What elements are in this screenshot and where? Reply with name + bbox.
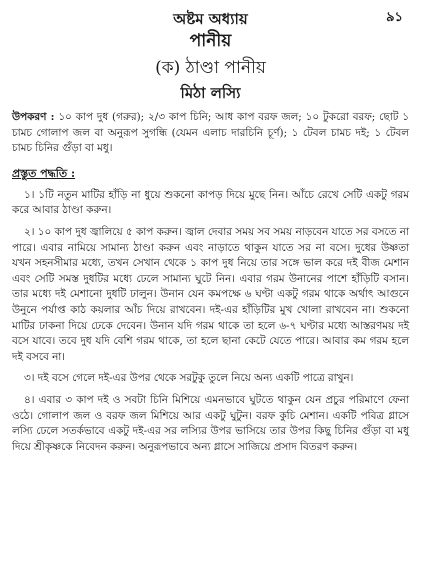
recipe-title: মিঠা লস্যি (180, 84, 241, 102)
method-heading-text: প্রস্তুত পদ্ধতি : (12, 166, 76, 180)
page-number: ৯১ (386, 10, 403, 25)
subsection-title: (ক) ঠাণ্ডা পানীয় (155, 58, 266, 78)
method-step-text: ৪। এবার ৩ কাপ দই ও সবটা চিনি মিশিয়ে এমনভাবে ঘুটতে থাকুন যেন প্রচুর পরিমাণে ফেনা ওঠে। গোলাপ জল ও বরফ জল মিশিয়ে আর একটু ঘুটুন। বরফ কুচি মেশান। একটি পবিত্র গ্লাসে লস্যি ঢেলে সতর্কভাবে একটু দই-এর সর লস্যির উপর ভাসিয়ে তার উপর কিছু চিনির গুঁড়া বা মধু দিয়ে শ্রীকৃষ্ণকে নিবেদন করুন। অনুরূপভাবে অন্য গ্লাসে সাজিয়ে প্রসাদ বিতরণ করুন। (12, 393, 409, 453)
page-header (12, 6, 409, 28)
method-step-text: ৩। দই বসে গেলে দই-এর উপর থেকে সরটুকু তুলে নিয়ে অন্য একটি পাত্রে রাখুন। (24, 372, 354, 385)
method-step (12, 393, 409, 455)
method-step (12, 371, 409, 387)
method-step-text: ২। ১০ কাপ দুধ জ্বালিয়ে ৫ কাপ করুন। জ্বাল দেবার সময় সব সময় নাড়বেন যাতে সর বসতে না পারে। এবার নামিয়ে সামান্য ঠাণ্ডা করুন এবং নাড়াতে থাকুন যাতে সর না বসে। দুধের উষ্ণতা যখন সহনসীমার মধ্যে, তখন সেখান থেকে ১ কাপ দুধ নিয়ে তার সঙ্গে ভাল করে দই বীজ মেশান এবং সেটি সমস্ত দুধটির মধ্যে ঢেলে সামান্য ঘুটে নিন। এবার গরম উনানের পাশে হাঁড়িটি বসান। তার মধ্যে দই মেশানো দুধটি ঢালুন। উনান যেন কমপক্ষে ৬ ঘণ্টা একটু গরম থাকে অর্থাৎ আগুনে উনুনে পর্যাপ্ত কাঠ কয়লার আঁচ দিয়ে রাখবেন। দই-এর হাঁড়িটির মুখ খোলা রাখবেন না। শুকনো মাটির ঢাকনা দিয়ে ঢেকে দেবেন। উনান যদি গরম থাকে তা হলে ৬-৭ ঘণ্টার মধ্যে আস্তরণময় দই বসে যাবে। তবে দুধ যদি বেশি গরম থাকে, তা হলে ছানা কেটে যেতে পারে। আবার কম গরম হলে দই বসবে না। (12, 225, 409, 363)
method-step-text: ১। ১টি নতুন মাটির হাঁড়ি না ধুয়ে শুকনো কাপড় দিয়ে মুছে নিন। আঁচে রেখে সেটি একটু গরম করে আবার ঠাণ্ডা করুন। (12, 188, 409, 217)
ingredients-text: ১০ কাপ দুধ (গরুর); ২/৩ কাপ চিনি; আধ কাপ বরফ জল; ১০ টুকরো বরফ; ছোট ১ চামচ গোলাপ জল বা অনুরূপ সুগন্ধি (যেমন এলাচ দারচিনি চূর্ণ); ১ টেবল চামচ দই; ১ টেবল চামচ চিনির গুঁড়া বা মধু। (12, 111, 409, 155)
ingredients-label: উপকরণ : (12, 111, 55, 123)
chapter-heading: অষ্টম অধ্যায় (173, 10, 248, 28)
method-heading (12, 166, 409, 182)
section-title: পানীয় (189, 31, 232, 51)
ingredients-paragraph (12, 110, 409, 157)
method-step (12, 188, 409, 219)
method-step (12, 225, 409, 365)
